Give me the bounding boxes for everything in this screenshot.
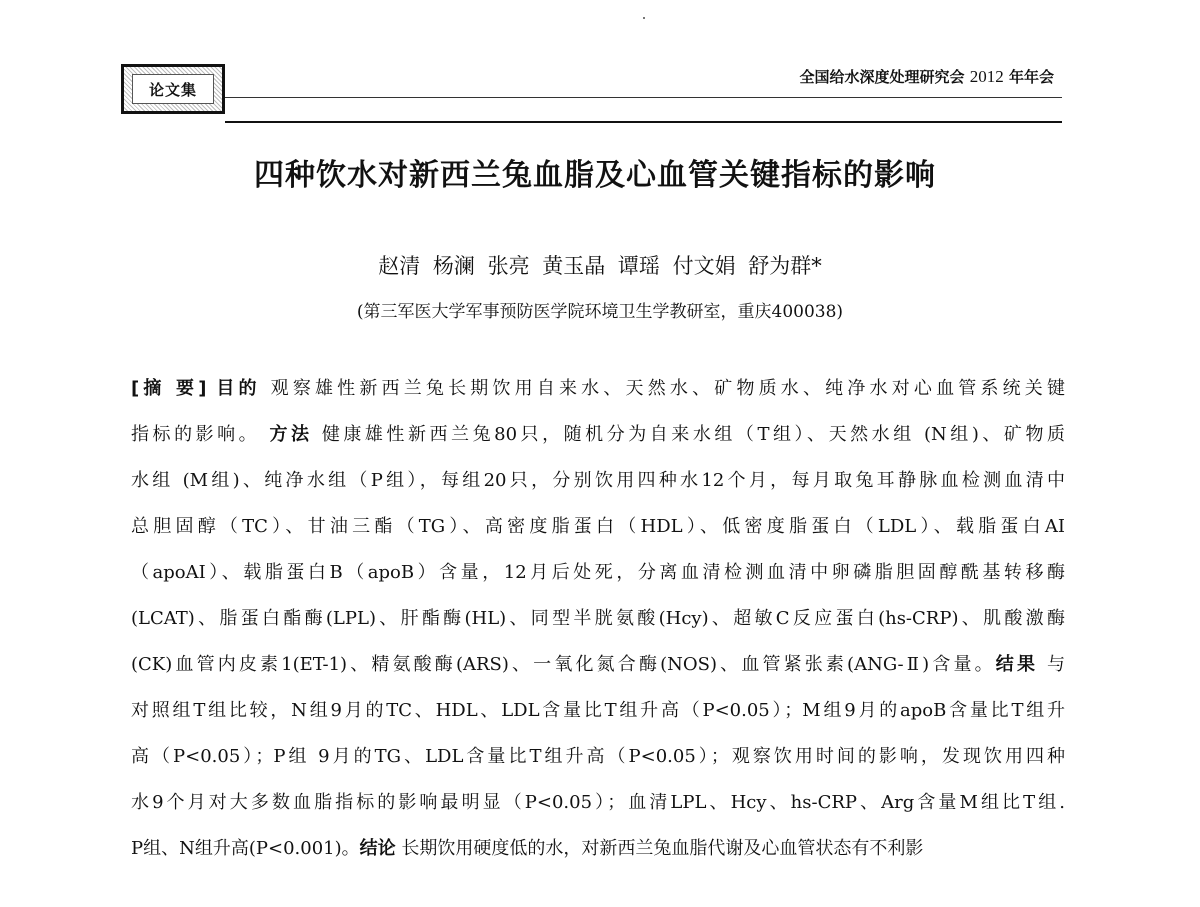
abstract-label: [摘 要] <box>131 378 207 399</box>
conclusion-label: 结论 <box>359 838 396 859</box>
header-rule-thin <box>225 97 1062 98</box>
abstract-line <box>131 422 1065 468</box>
abstract-text: 长期饮用硬度低的水，对新西兰兔血脂代谢及心血管状态有不利影 <box>401 838 924 859</box>
abstract-line <box>131 560 1065 606</box>
section-tag-box <box>121 64 225 114</box>
abstract-text: 指标的影响。 <box>131 424 261 445</box>
conference-name: 全国给水深度处理研究会 <box>799 68 965 86</box>
conference-year: 2012 <box>969 67 1004 86</box>
scan-speck <box>643 17 645 19</box>
section-tag: 论文集 <box>132 74 214 104</box>
author-list: 赵清 杨澜 张亮 黄玉晶 谭瑶 付文娟 舒为群* <box>378 254 822 278</box>
abstract-text: 水组 (M组)、纯净水组（P组），每组20只，分别饮用四种水12个月，每月取兔耳静脉血检测血清中 <box>131 470 1065 491</box>
abstract-line <box>131 514 1065 560</box>
abstract-text: 健康雄性新西兰兔80只，随机分为自来水组（T组）、天然水组 (N组)、矿物质 <box>321 424 1065 445</box>
abstract-text: 水9个月对大多数血脂指标的影响最明显（P<0.05）；血清LPL、Hcy、hs-CRP、Arg含量M组比T组. <box>131 792 1065 813</box>
results-label: 结果 <box>995 654 1039 675</box>
abstract-text: (CK)血管内皮素1(ET-1)、精氨酸酶(ARS)、一氧化氮合酶(NOS)、血管紧张素(ANG-Ⅱ)含量。 <box>131 654 996 675</box>
paper-title: 四种饮水对新西兰兔血脂及心血管关键指标的影响 <box>254 158 936 193</box>
author-affiliation: (第三军医大学军事预防医学院环境卫生学教研室，重庆400038) <box>356 302 844 322</box>
abstract-text: P组、N组升高(P<0.001)。 <box>131 838 360 859</box>
conference-header <box>800 66 1055 87</box>
abstract-line <box>131 790 1065 836</box>
abstract-line <box>131 606 1065 652</box>
abstract-text: 对照组T组比较，N组9月的TC、HDL、LDL含量比T组升高（P<0.05）；M组9月的apoB含量比T组升 <box>131 700 1065 721</box>
abstract-line <box>131 376 1065 422</box>
abstract-line <box>131 698 1065 744</box>
conference-suffix: 年年会 <box>1008 68 1054 86</box>
abstract-text: 观察雄性新西兰兔长期饮用自来水、天然水、矿物质水、纯净水对心血管系统关键 <box>270 378 1065 399</box>
objective-label: 目的 <box>216 378 261 399</box>
abstract-line <box>131 836 1065 882</box>
abstract-text: (LCAT)、脂蛋白酯酶(LPL)、肝酯酶(HL)、同型半胱氨酸(Hcy)、超敏C反应蛋白(hs-CRP)、肌酸激酶 <box>131 608 1065 629</box>
abstract-line <box>131 468 1065 514</box>
abstract-text: （apoAI）、载脂蛋白B（apoB）含量，12月后处死，分离血清检测血清中卵磷脂胆固醇酰基转移酶 <box>131 562 1065 583</box>
abstract-text: 与 <box>1046 654 1065 675</box>
abstract-line <box>131 652 1065 698</box>
header-rule-thick <box>225 121 1062 123</box>
methods-label: 方法 <box>269 424 313 445</box>
abstract-body <box>131 376 1065 882</box>
abstract-line <box>131 744 1065 790</box>
abstract-text: 高（P<0.05）；P组 9月的TG、LDL含量比T组升高（P<0.05）；观察饮用时间的影响，发现饮用四种 <box>131 746 1065 767</box>
abstract-text: 总胆固醇（TC）、甘油三酯（TG）、高密度脂蛋白（HDL）、低密度脂蛋白（LDL）、载脂蛋白AI <box>131 516 1065 537</box>
